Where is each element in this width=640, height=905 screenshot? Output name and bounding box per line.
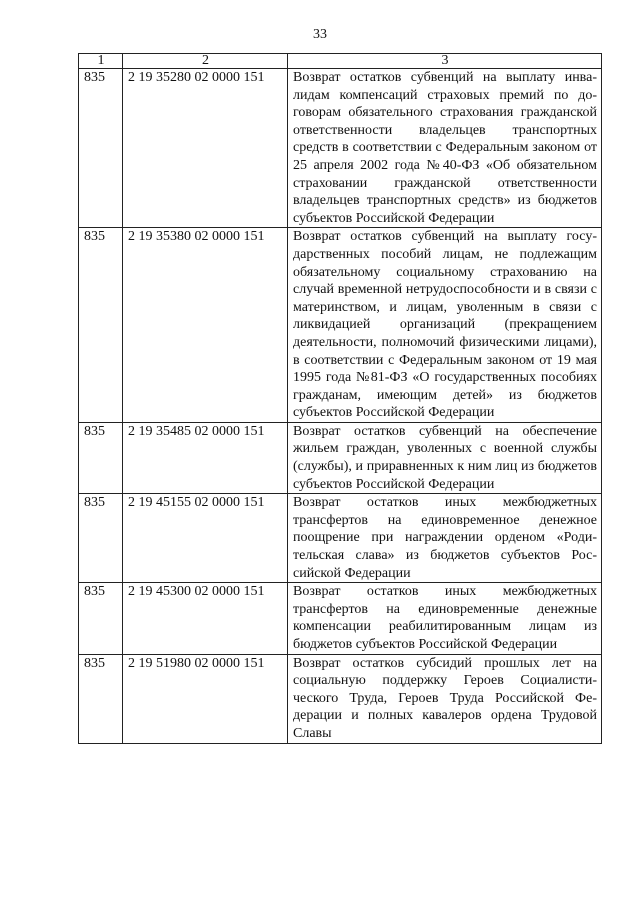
- description-cell: Возврат остатков иных межбюджетных трансфертов на единовременные денежные компенсации реабилитированным лицам из бюджетов субъектов Российской Федерации: [288, 583, 602, 654]
- column-header-2: 2: [123, 54, 288, 69]
- budget-code-cell: 2 19 35380 02 0000 151: [123, 228, 288, 423]
- description-cell: Возврат остатков субвенций на обеспечение жильем граждан, уволенных с военной службы (службы), и приравненных к ним лиц из бюджетов субъектов Российской Федерации: [288, 422, 602, 493]
- table-header-row: [79, 54, 602, 69]
- budget-code-cell: 2 19 45155 02 0000 151: [123, 494, 288, 583]
- description-cell: Возврат остатков субсидий прошлых лет на социальную поддержку Героев Социалистического Труда, Героев Труда Российской Федерации и полных кавалеров ордена Трудовой Славы: [288, 654, 602, 743]
- admin-code-cell: 835: [79, 422, 123, 493]
- page-number: 33: [313, 27, 327, 42]
- admin-code-cell: 835: [79, 228, 123, 423]
- table-row: [79, 654, 602, 743]
- table-row: [79, 69, 602, 228]
- admin-code-cell: 835: [79, 494, 123, 583]
- table-row: [79, 228, 602, 423]
- budget-code-cell: 2 19 35280 02 0000 151: [123, 69, 288, 228]
- table-row: [79, 494, 602, 583]
- admin-code-cell: 835: [79, 583, 123, 654]
- description-cell: Возврат остатков субвенций на выплату государственных пособий лицам, не подлежащим обязательному социальному страхованию на случай временной нетрудоспособности и в связи с материнством, и лицам, уволенным в связи с ликвидацией организаций (прекращением деятельности, полномочий физическими лицами), в соответствии с Федеральным законом от 19 мая 1995 года №81-ФЗ «О государственных пособиях гражданам, имеющим детей» из бюджетов субъектов Российской Федерации: [288, 228, 602, 423]
- description-cell: Возврат остатков иных межбюджетных трансфертов на единовременное денежное поощрение при награждении орденом «Родительская слава» из бюджетов субъектов Российской Федерации: [288, 494, 602, 583]
- table-row: [79, 422, 602, 493]
- description-cell: Возврат остатков субвенций на выплату инвалидам компенсаций страховых премий по договорам обязательного страхования гражданской ответственности владельцев транспортных средств в соответствии с Федеральным законом от 25 апреля 2002 года №40-ФЗ «Об обязательном страховании гражданской ответственности владельцев транспортных средств» из бюджетов субъектов Российской Федерации: [288, 69, 602, 228]
- budget-classification-table: [78, 53, 602, 744]
- column-header-1: 1: [79, 54, 123, 69]
- column-header-3: 3: [288, 54, 602, 69]
- admin-code-cell: 835: [79, 69, 123, 228]
- budget-code-cell: 2 19 51980 02 0000 151: [123, 654, 288, 743]
- admin-code-cell: 835: [79, 654, 123, 743]
- budget-code-cell: 2 19 45300 02 0000 151: [123, 583, 288, 654]
- table-row: [79, 583, 602, 654]
- budget-code-cell: 2 19 35485 02 0000 151: [123, 422, 288, 493]
